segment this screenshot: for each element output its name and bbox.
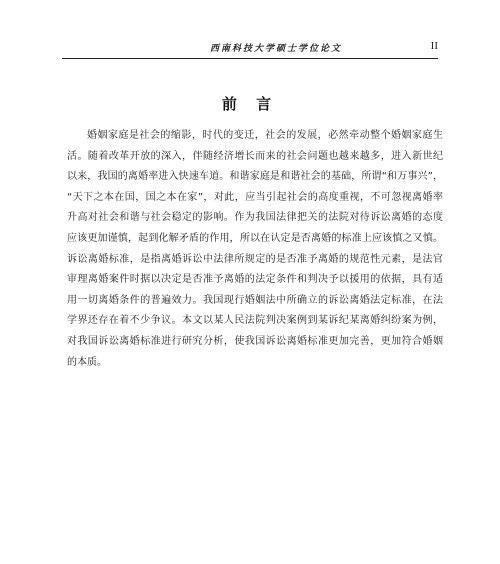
preface-body [67, 126, 443, 373]
body-line: 对我国诉讼离婚标准进行研究分析，使我国诉讼离婚标准更加完善，更加符合婚姻 [67, 335, 443, 347]
body-line: 以来，我国的离婚率进入快速车道。和谐家庭是和谐社会的基础，所谓“和万事兴”， [67, 171, 443, 183]
thesis-header-title: 西南科技大学硕士学位论文 [210, 44, 343, 54]
body-line: 用一切离婚条件的普遍效力。我国现行婚姻法中所确立的诉讼离婚法定标准，在法 [67, 294, 443, 306]
page-number: II [430, 40, 438, 52]
body-line: 诉讼离婚标准，是指离婚诉讼中法律所规定的是否准予离婚的规范性元素，是法官 [67, 253, 443, 265]
body-line: “天下之本在国，国之本在家”，对此，应当引起社会的高度重视，不可忽视离婚率 [67, 191, 443, 203]
body-line: 应该更加谨慎，起到化解矛盾的作用，所以在认定是否离婚的标准上应该慎之又慎。 [67, 232, 443, 244]
body-line: 学界还存在着不少争议。本文以某人民法院判决案例到某诉纪某离婚纠纷案为例， [67, 315, 443, 327]
body-line: 审理离婚案件时据以决定是否准予离婚的法定条件和判决予以援用的依据，具有适 [67, 274, 443, 286]
body-line: 婚姻家庭是社会的缩影，时代的变迁，社会的发展，必然牵动整个婚姻家庭生 [87, 130, 443, 141]
body-line: 的本质。 [67, 356, 107, 368]
section-title: 前 言 [221, 95, 279, 113]
body-line: 活。随着改革开放的深入，伴随经济增长而来的社会问题也越来越多，进入新世纪 [67, 150, 443, 162]
running-header [62, 40, 438, 59]
body-line: 升高对社会和谐与社会稳定的影响。作为我国法律把关的法院对待诉讼离婚的态度 [67, 212, 443, 224]
